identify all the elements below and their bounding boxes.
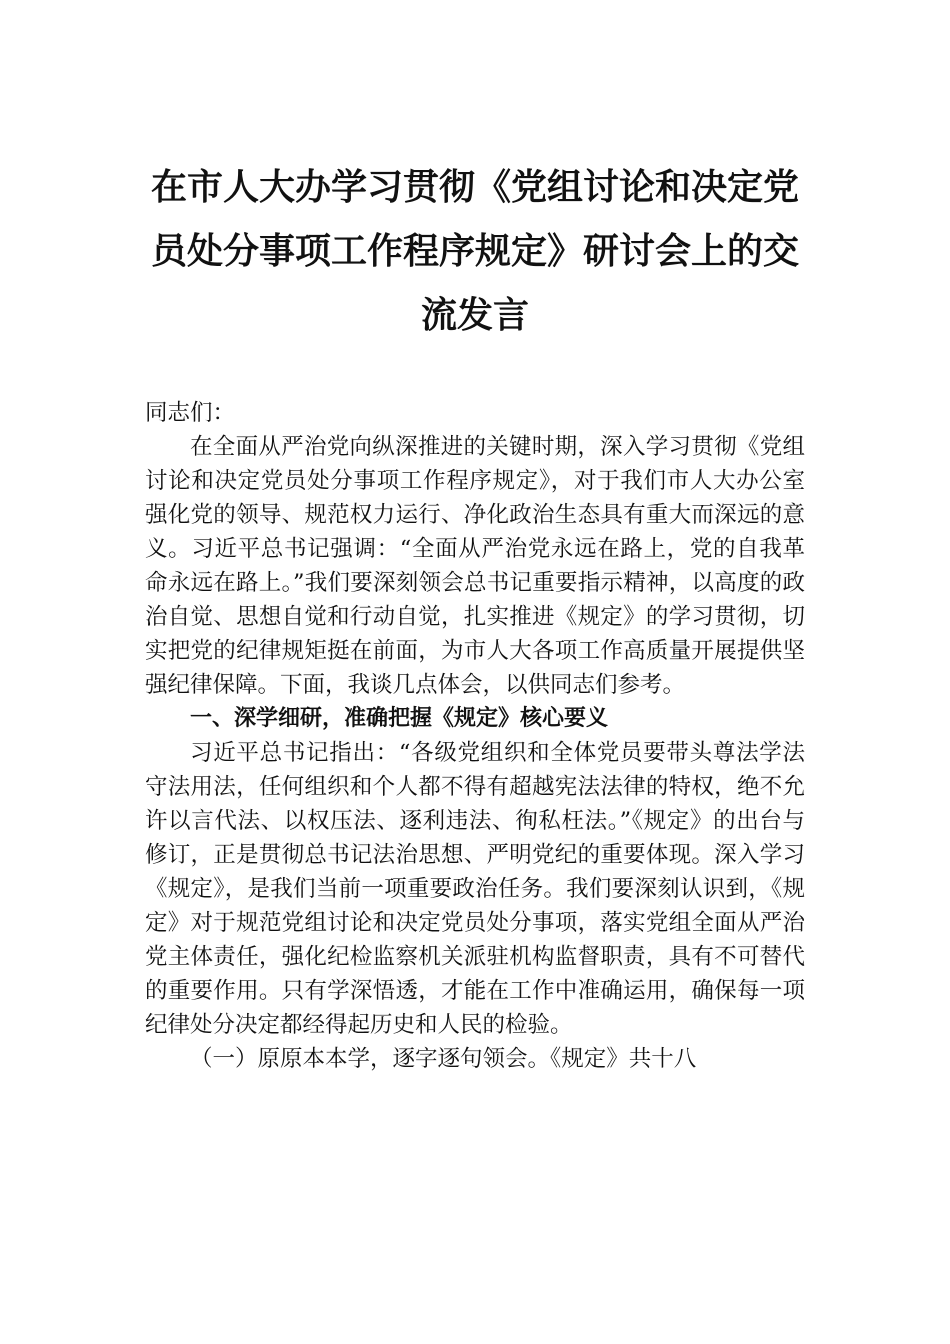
intro-paragraph: 在全面从严治党向纵深推进的关键时期，深入学习贯彻《党组讨论和决定党员处分事项工作程序规定》，对于我们市人大办公室强化党的领导、规范权力运行、净化政治生态具有重大而深远的意义。习近平总书记强调：“全面从严治党永远在路上，党的自我革命永远在路上。”我们要深刻领会总书记重要指示精神，以高度的政治自觉、思想自觉和行动自觉，扎实推进《规定》的学习贯彻，切实把党的纪律规矩挺在前面，为市人大各项工作高质量开展提供坚强纪律保障。下面，我谈几点体会，以供同志们参考。 bbox=[145, 434, 805, 698]
document-body bbox=[145, 396, 805, 1076]
subsection-paragraph: （一）原原本本学，逐字逐句领会。《规定》共十八 bbox=[190, 1046, 697, 1072]
salutation: 同志们： bbox=[145, 400, 236, 426]
document-title: 在市人大办学习贯彻《党组讨论和决定党员处分事项工作程序规定》研讨会上的交流发言 bbox=[150, 166, 799, 336]
section-heading: 一、深学细研，准确把握《规定》核心要义 bbox=[190, 706, 609, 731]
section-paragraph: 习近平总书记指出：“各级党组织和全体党员要带头尊法学法守法用法，任何组织和个人都不得有超越宪法法律的特权，绝不允许以言代法、以权压法、逐利违法、徇私枉法。”《规定》的出台与修订，正是贯彻总书记法治思想、严明党纪的重要体现。深入学习《规定》，是我们当前一项重要政治任务。我们要深刻认识到，《规定》对于规范党组讨论和决定党员处分事项，落实党组全面从严治党主体责任，强化纪检监察机关派驻机构监督职责，具有不可替代的重要作用。只有学深悟透，才能在工作中准确运用，确保每一项纪律处分决定都经得起历史和人民的检验。 bbox=[145, 740, 805, 1038]
